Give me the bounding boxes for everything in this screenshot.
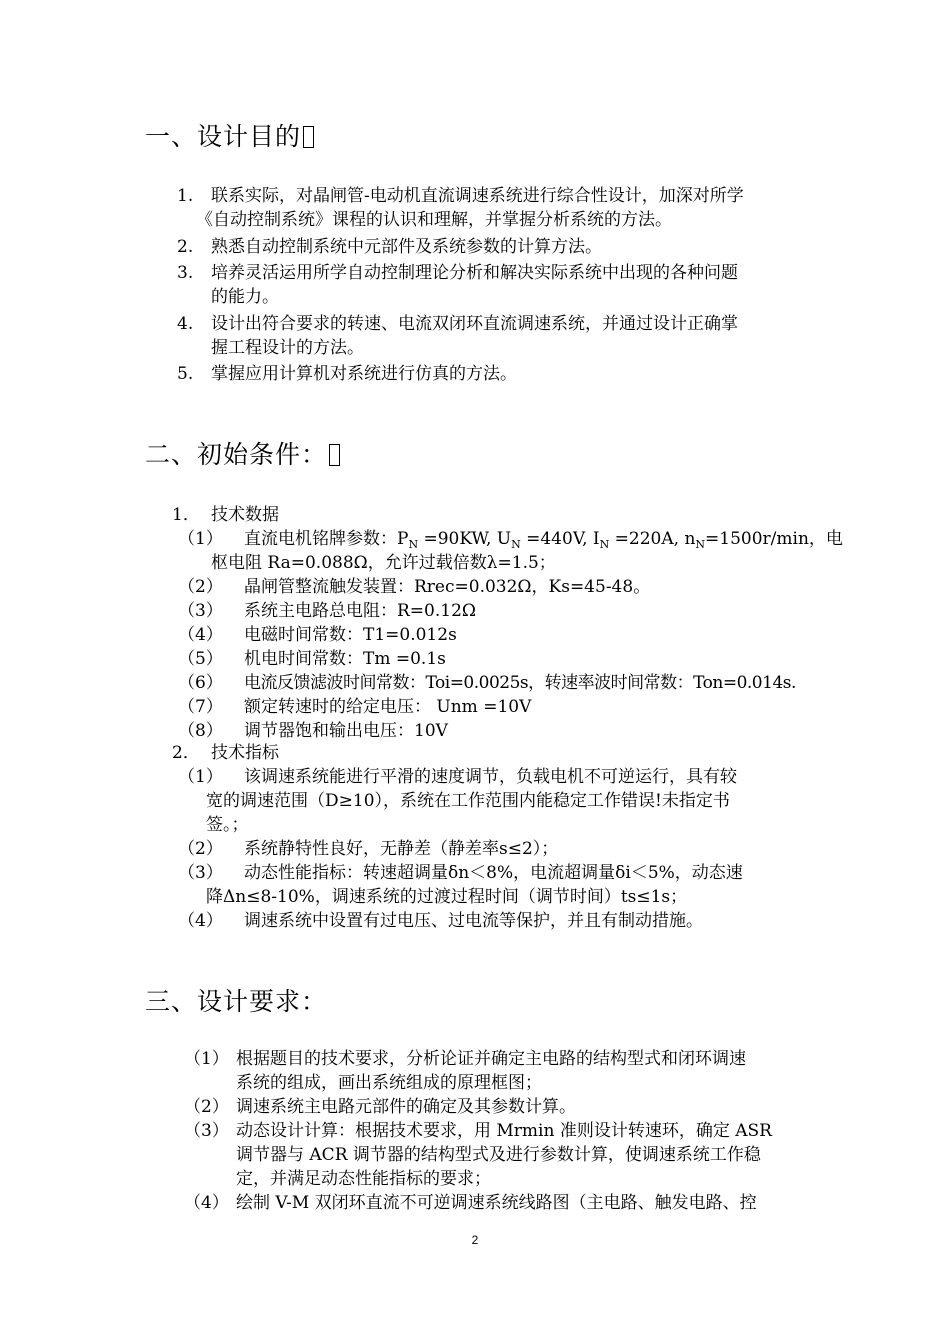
s2-spec-4-line-1: 调速系统中设置有过电压、过电流等保护，并且有制动措施。 [244, 911, 703, 931]
s2-sub1-num: 1． [172, 505, 200, 525]
s2-data-1-line-2: 枢电阻 Ra=0.088Ω，允许过载倍数λ=1.5； [211, 553, 556, 573]
s2-data-6-line-1: 电流反馈滤波时间常数：Toi=0.0025s，转速率波时间常数：Ton=0.014s. [244, 673, 796, 693]
s1-item-5-line-1: 掌握应用计算机对系统进行仿真的方法。 [211, 364, 517, 384]
s1-item-3-num: 3. [177, 263, 194, 283]
s1-item-1-line-1: 联系实际，对晶闸管-电动机直流调速系统进行综合性设计，加深对所学 [211, 186, 744, 206]
s3-item-3-line-3: 定，并满足动态性能指标的要求； [236, 1169, 491, 1189]
s2-data-4-num: （4） [178, 625, 223, 645]
s3-item-1-num: （1） [184, 1049, 229, 1069]
s2-spec-2-line-1: 系统静特性良好，无静差（静差率s≤2）； [244, 839, 559, 859]
s1-item-4-line-2: 握工程设计的方法。 [211, 338, 364, 358]
s2-sub1-title: 技术数据 [211, 505, 279, 525]
s2-sub2-num: 2． [172, 743, 200, 763]
s2-data-2-line-1: 晶闸管整流触发装置：Rrec=0.032Ω，Ks=45-48。 [244, 577, 651, 597]
section-3-heading: 三、设计要求： [145, 987, 328, 1016]
s1-item-4-num: 4. [177, 314, 194, 334]
s2-spec-1-num: （1） [178, 767, 223, 787]
s1-item-3-line-1: 培养灵活运用所学自动控制理论分析和解决实际系统中出现的各种问题 [211, 263, 738, 283]
s2-sub2-title: 技术指标 [211, 743, 279, 763]
s1-item-2-line-1: 熟悉自动控制系统中元部件及系统参数的计算方法。 [211, 237, 602, 257]
s2-spec-1-line-1: 该调速系统能进行平滑的速度调节，负载电机不可逆运行，具有较 [244, 767, 737, 787]
s2-spec-1-line-3: 签。； [206, 815, 249, 835]
s2-data-3-num: （3） [178, 601, 223, 621]
s3-item-3-line-1: 动态设计计算：根据技术要求，用 Mrmin 准则设计转速环，确定 ASR [236, 1121, 772, 1141]
s2-data-3-line-1: 系统主电路总电阻：R=0.12Ω [244, 601, 476, 621]
s3-item-1-line-2: 系统的组成，画出系统组成的原理框图； [236, 1073, 542, 1093]
s2-data-2-num: （2） [178, 577, 223, 597]
s2-data-6-num: （6） [178, 673, 223, 693]
section-1-heading: 一、设计目的 [145, 117, 314, 153]
s1-item-1-num: 1. [177, 186, 194, 206]
missing-glyph-box [303, 126, 314, 148]
s3-item-2-line-1: 调速系统主电路元部件的确定及其参数计算。 [236, 1097, 576, 1117]
s2-spec-1-line-2: 宽的调速范围（D≥10），系统在工作范围内能稳定工作错误!未指定书 [206, 791, 730, 811]
s2-data-1-line-1: 直流电机铭牌参数：$P_N =90KW$, $U_N =440V$, $I_N =220A$, $n_N=1500r/\min$，电 [244, 529, 843, 551]
page-number: 2 [471, 1233, 479, 1247]
s1-item-5-num: 5. [177, 364, 194, 384]
s3-item-3-num: （3） [184, 1121, 229, 1141]
s3-item-4-num: （4） [184, 1193, 229, 1213]
s2-data-7-num: （7） [178, 697, 223, 717]
s1-item-4-line-1: 设计出符合要求的转速、电流双闭环直流调速系统，并通过设计正确掌 [211, 314, 738, 334]
missing-glyph-box [329, 444, 340, 466]
s3-item-3-line-2: 调节器与 ACR 调节器的结构型式及进行参数计算，使调速系统工作稳 [236, 1145, 761, 1165]
s1-item-2-num: 2. [177, 237, 194, 257]
s2-data-4-line-1: 电磁时间常数：T1=0.012s [244, 625, 457, 645]
s1-item-3-line-2: 的能力。 [211, 287, 279, 307]
section-2-heading: 二、初始条件： [145, 435, 340, 471]
s2-spec-3-num: （3） [178, 863, 223, 883]
s1-item-1-line-2: 《自动控制系统》课程的认识和理解，并掌握分析系统的方法。 [196, 210, 672, 230]
s2-data-7-line-1: 额定转速时的给定电压： Unm =10V [244, 697, 532, 717]
s2-data-5-line-1: 机电时间常数：Tm =0.1s [244, 649, 446, 669]
s2-spec-3-line-1: 动态性能指标：转速超调量δn＜8%，电流超调量δi＜5%，动态速 [244, 863, 743, 883]
s3-item-4-line-1: 绘制 V-M 双闭环直流不可逆调速系统线路图（主电路、触发电路、控 [236, 1193, 757, 1213]
s3-item-1-line-1: 根据题目的技术要求，分析论证并确定主电路的结构型式和闭环调速 [236, 1049, 746, 1069]
s2-data-8-num: （8） [178, 721, 223, 741]
s2-data-8-line-1: 调节器饱和输出电压：10V [244, 721, 448, 741]
s2-spec-3-line-2: 降Δn≤8-10%，调速系统的过渡过程时间（调节时间）ts≤1s； [206, 887, 688, 907]
s2-data-5-num: （5） [178, 649, 223, 669]
s2-spec-4-num: （4） [178, 911, 223, 931]
s2-data-1-num: （1） [178, 529, 223, 549]
s3-item-2-num: （2） [184, 1097, 229, 1117]
s2-spec-2-num: （2） [178, 839, 223, 859]
